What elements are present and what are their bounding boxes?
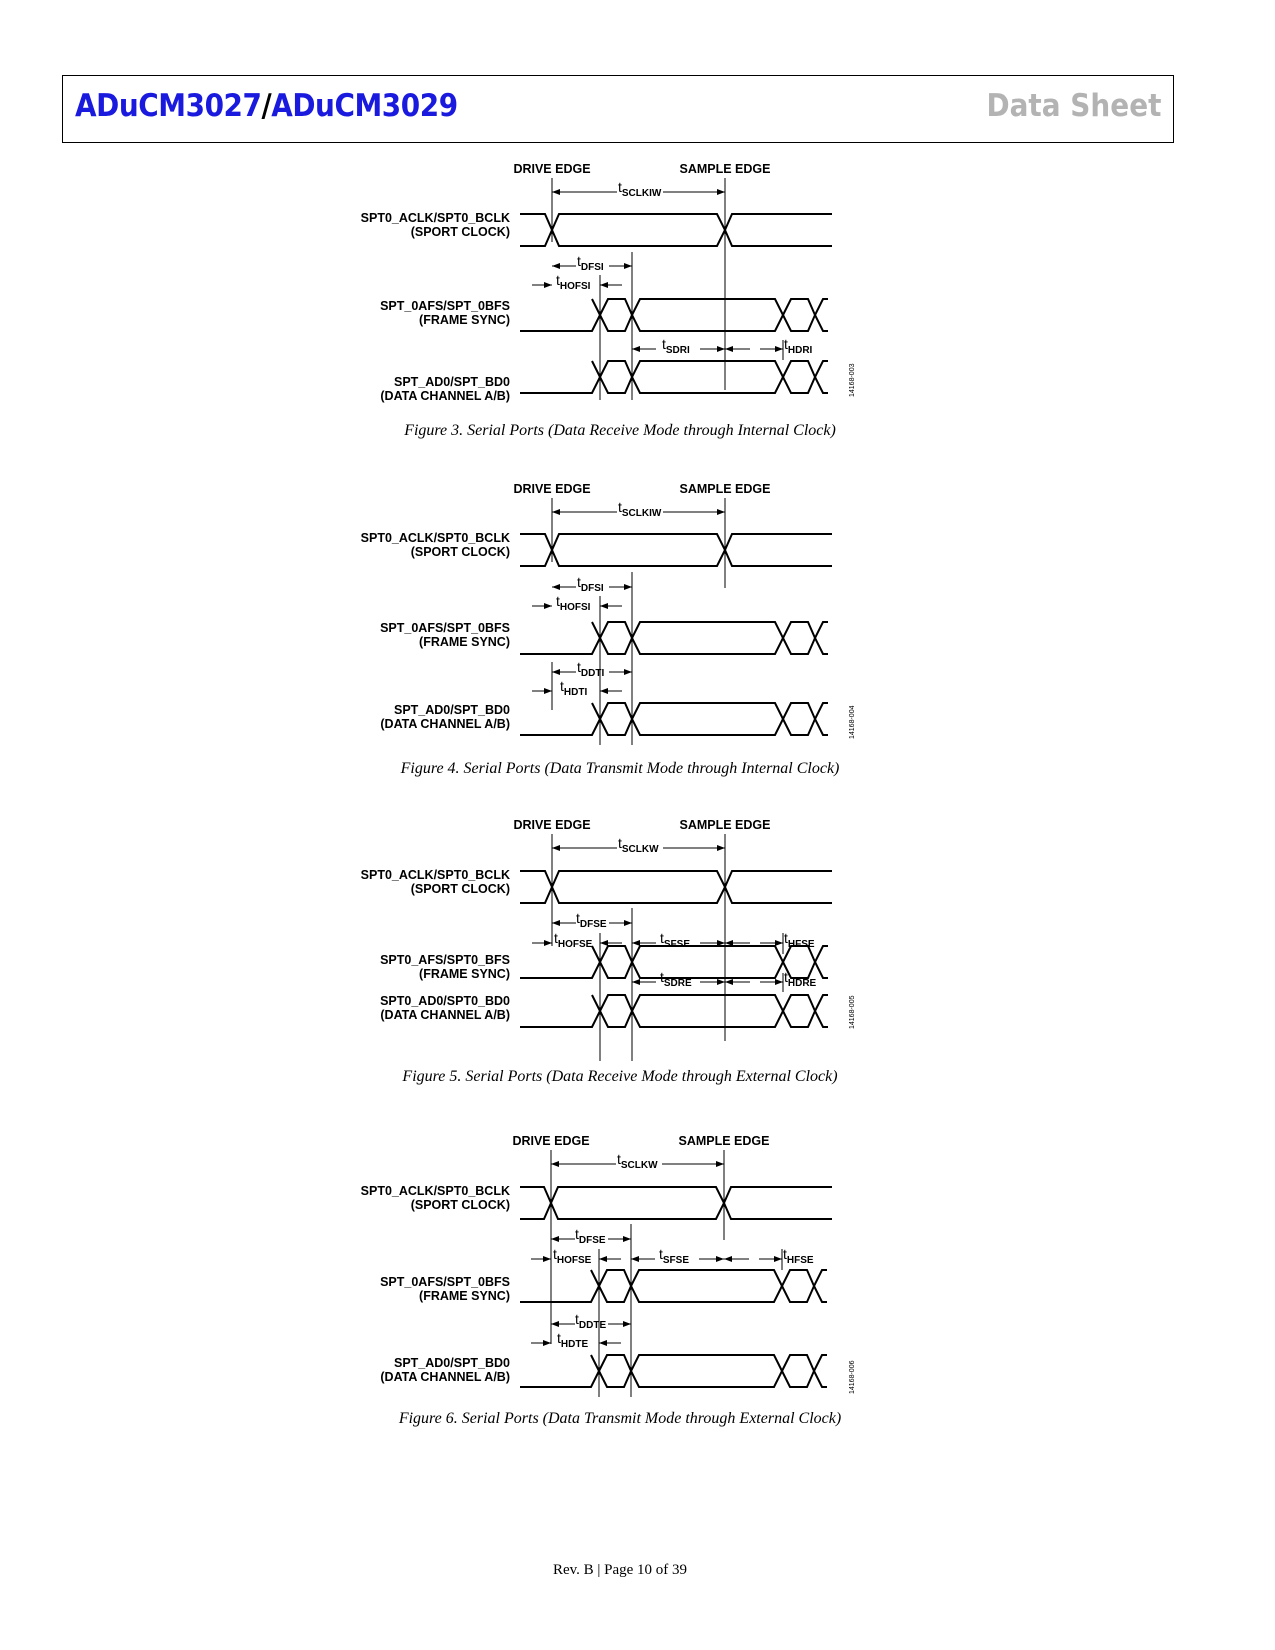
t-dfse-label: $t_{DFSE}$ (575, 1226, 606, 1246)
clock-waveform (520, 871, 832, 903)
timing-diagram (0, 480, 1275, 770)
sample-edge-label: SAMPLE EDGE (679, 818, 771, 832)
t-hdri-label: $t_{HDRI}$ (784, 336, 813, 356)
clock-waveform (520, 1187, 832, 1219)
sample-edge-label: SAMPLE EDGE (679, 482, 771, 496)
page-header (62, 75, 1174, 143)
clock-waveform (520, 534, 832, 566)
timing-diagram (0, 816, 1275, 1096)
sample-edge-label: SAMPLE EDGE (679, 162, 771, 176)
signal-label: (FRAME SYNC) (419, 967, 510, 981)
timing-diagram (0, 160, 1275, 440)
signal-label: SPT0_ACLK/SPT0_BCLK (360, 531, 510, 545)
signal-label: (FRAME SYNC) (419, 635, 510, 649)
t-sfse-label: $t_{SFSE}$ (659, 1246, 690, 1266)
t-sclkiw-label: $t_{SCLKIW}$ (618, 499, 662, 519)
figure-caption: Figure 5. Serial Ports (Data Receive Mode through External Clock) (402, 1068, 838, 1085)
document-type: Data Sheet (985, 88, 1161, 124)
t-hofsi-label: $t_{HOFSI}$ (556, 593, 591, 613)
t-dfsi-label: $t_{DFSI}$ (577, 253, 604, 273)
signal-label: SPT_0AFS/SPT_0BFS (380, 299, 510, 313)
timing-diagram (0, 1132, 1275, 1422)
data-waveform (520, 995, 828, 1027)
figure-id: 14168-005 (849, 995, 856, 1029)
product-name-1: ADuCM3027 (75, 88, 262, 124)
signal-label: SPT_0AFS/SPT_0BFS (380, 621, 510, 635)
t-sfse-label: $t_{SFSE}$ (660, 930, 691, 950)
clock-waveform (520, 214, 832, 246)
t-sdri-label: $t_{SDRI}$ (662, 336, 690, 356)
figure-3 (0, 160, 1275, 440)
drive-edge-label: DRIVE EDGE (512, 1134, 590, 1148)
drive-edge-label: DRIVE EDGE (513, 482, 591, 496)
t-ddti-label: $t_{DDTI}$ (577, 659, 605, 679)
signal-label: (SPORT CLOCK) (410, 545, 510, 559)
frame-sync-waveform (520, 299, 828, 331)
signal-label: (FRAME SYNC) (419, 1289, 510, 1303)
signal-label: SPT0_AFS/SPT0_BFS (380, 953, 510, 967)
t-hofsi-label: $t_{HOFSI}$ (556, 272, 591, 292)
figure-caption: Figure 3. Serial Ports (Data Receive Mode through Internal Clock) (404, 422, 836, 439)
figure-id: 14168-006 (849, 1360, 856, 1394)
product-title (75, 88, 458, 124)
frame-sync-waveform (520, 622, 828, 654)
drive-edge-label: DRIVE EDGE (513, 818, 591, 832)
t-hdre-label: $t_{HDRE}$ (784, 969, 817, 989)
signal-label: (SPORT CLOCK) (410, 1198, 510, 1212)
product-name-2: ADuCM3029 (271, 88, 458, 124)
clock-waveform (520, 1187, 832, 1219)
signal-label: SPT_AD0/SPT_BD0 (393, 703, 510, 717)
t-hofse-label: $t_{HOFSE}$ (553, 1246, 592, 1266)
clock-waveform (520, 214, 832, 246)
t-hofse-label: $t_{HOFSE}$ (554, 930, 593, 950)
signal-label: SPT0_ACLK/SPT0_BCLK (360, 211, 510, 225)
t-hfse-label: $t_{HFSE}$ (783, 1246, 814, 1266)
clock-waveform (520, 534, 832, 566)
signal-label: SPT0_ACLK/SPT0_BCLK (360, 1184, 510, 1198)
t-sdre-label: $t_{SDRE}$ (660, 969, 692, 989)
t-sclkiw-label: $t_{SCLKIW}$ (618, 179, 662, 199)
signal-label: SPT_AD0/SPT_BD0 (393, 375, 510, 389)
t-sclkw-label: $t_{SCLKW}$ (617, 1151, 658, 1171)
t-dfsi-label: $t_{DFSI}$ (577, 574, 604, 594)
figure-5 (0, 816, 1275, 1096)
signal-label: SPT0_AD0/SPT0_BD0 (380, 994, 510, 1008)
figure-caption: Figure 4. Serial Ports (Data Transmit Mode through Internal Clock) (400, 760, 840, 777)
signal-label: (SPORT CLOCK) (410, 882, 510, 896)
figure-caption: Figure 6. Serial Ports (Data Transmit Mode through External Clock) (398, 1410, 842, 1427)
figure-4 (0, 480, 1275, 777)
signal-label: (DATA CHANNEL A/B) (380, 1370, 510, 1384)
title-separator: / (261, 88, 272, 124)
signal-label: (DATA CHANNEL A/B) (380, 717, 510, 731)
figure-6 (0, 1132, 1275, 1427)
clock-waveform (520, 871, 832, 903)
data-waveform (520, 703, 828, 735)
drive-edge-label: DRIVE EDGE (513, 162, 591, 176)
data-waveform (520, 361, 828, 393)
sample-edge-label: SAMPLE EDGE (678, 1134, 770, 1148)
signal-label: SPT_AD0/SPT_BD0 (393, 1356, 510, 1370)
frame-sync-waveform (520, 946, 828, 978)
t-hdte-label: $t_{HDTE}$ (557, 1330, 589, 1350)
t-hfse-label: $t_{HFSE}$ (784, 930, 815, 950)
t-hdti-label: $t_{HDTI}$ (560, 678, 588, 698)
signal-label: (FRAME SYNC) (419, 313, 510, 327)
t-dfse-label: $t_{DFSE}$ (576, 910, 607, 930)
signal-label: (DATA CHANNEL A/B) (380, 389, 510, 403)
signal-label: (DATA CHANNEL A/B) (380, 1008, 510, 1022)
signal-label: SPT0_ACLK/SPT0_BCLK (360, 868, 510, 882)
figure-id: 14168-003 (849, 363, 856, 397)
figure-id: 14168-004 (849, 705, 856, 739)
t-sclkw-label: $t_{SCLKW}$ (618, 835, 659, 855)
signal-label: SPT_0AFS/SPT_0BFS (380, 1275, 510, 1289)
signal-label: (SPORT CLOCK) (410, 225, 510, 239)
page-footer: Rev. B | Page 10 of 39 (552, 1562, 688, 1578)
t-ddte-label: $t_{DDTE}$ (575, 1311, 607, 1331)
